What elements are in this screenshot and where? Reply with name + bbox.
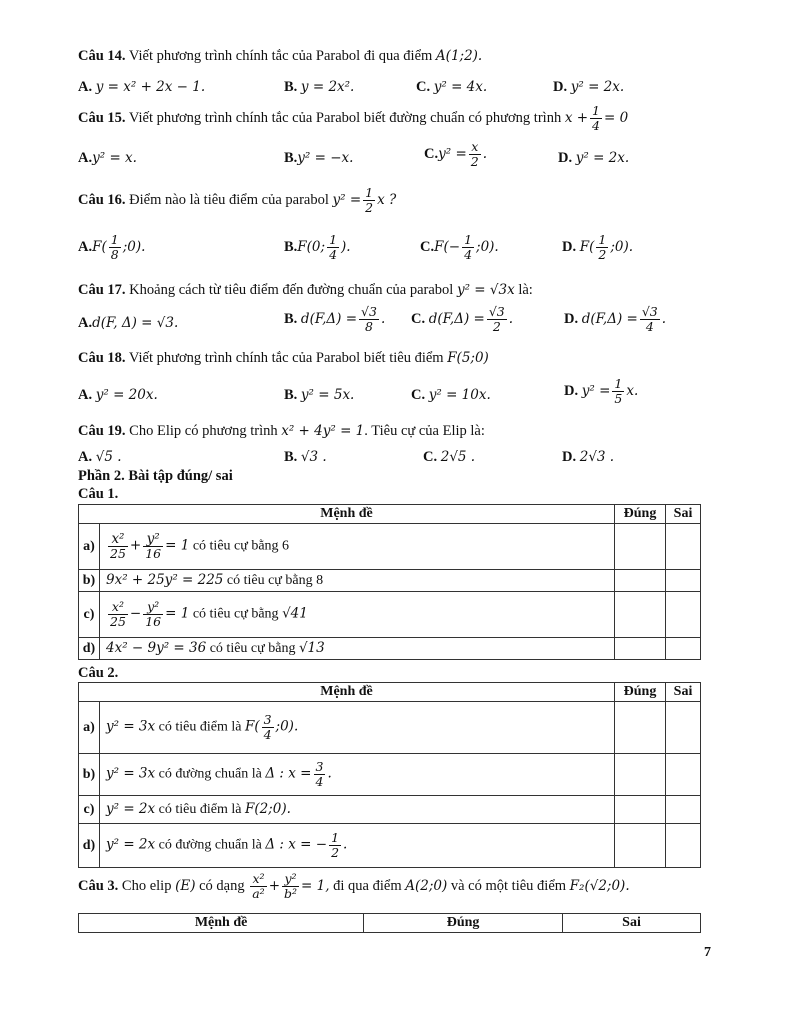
false-cell[interactable] xyxy=(666,796,701,824)
table-row xyxy=(79,754,701,796)
question-text-end: là: xyxy=(518,282,533,298)
option-c[interactable]: C.y² = $\frac{x}{2}$ . xyxy=(424,139,488,169)
header-statement: Mệnh đề xyxy=(79,683,615,702)
question-text: Viết phương trình chính tắc của Parabol biết tiêu điểm xyxy=(128,350,444,366)
question-14 xyxy=(78,48,708,65)
true-cell[interactable] xyxy=(615,796,666,824)
question-math: x + xyxy=(564,109,589,126)
false-cell[interactable] xyxy=(666,570,701,592)
question-16: Câu 16. Điểm nào là tiêu điểm của parabol y² = $\frac{1}{2}$ x ? xyxy=(78,185,397,215)
header-true: Đúng xyxy=(615,683,666,702)
true-cell[interactable] xyxy=(615,824,666,868)
table-row xyxy=(79,796,701,824)
question-number: Câu 3. xyxy=(78,877,119,894)
options-16 xyxy=(78,232,718,262)
option-c[interactable]: C. y² = 4x. xyxy=(416,79,488,95)
options-15 xyxy=(78,139,718,176)
row-label: b) xyxy=(79,754,100,796)
row-label: c) xyxy=(79,592,100,638)
question-text: Viết phương trình chính tắc của Parabol biết đường chuẩn có phương trình xyxy=(128,109,562,126)
option-b[interactable]: B. y² = 5x. xyxy=(284,387,355,403)
question-number: Câu 18. xyxy=(78,350,126,366)
row-label: a) xyxy=(79,524,100,570)
option-d[interactable]: D. y² = 2x. xyxy=(553,79,625,95)
true-cell[interactable] xyxy=(615,570,666,592)
question-text: Điểm nào là tiêu điểm của parabol xyxy=(129,191,329,208)
option-c[interactable]: C.F(− $\frac{1}{4}$ ;0). xyxy=(420,232,499,262)
true-cell[interactable] xyxy=(615,702,666,754)
question-math: F(5;0) xyxy=(447,350,489,366)
options-18 xyxy=(78,376,718,413)
options-17 xyxy=(78,304,718,341)
option-c[interactable]: C. d(F,Δ) = $\frac{√3}{2}$ . xyxy=(411,304,514,334)
question-text: Khoảng cách từ tiêu điểm đến đường chuẩn của parabol xyxy=(129,282,454,298)
tf-table-3 xyxy=(78,913,701,933)
true-cell[interactable] xyxy=(615,638,666,660)
row-label: b) xyxy=(79,570,100,592)
row-statement: y² = 2x có đường chuẩn là Δ : x = − $\frac{1}{2}$ . xyxy=(100,824,615,868)
option-c[interactable]: C. y² = 10x. xyxy=(411,387,491,403)
tf-question-3: Câu 3. Cho elip (E) có dạng $\frac{\text{x²}}{\text{a²}}$ + $\frac{\text{y²}}{\text{b²}}$ = 1, đi qua điểm A(2;0) và có một tiêu điểm F₂(√2;0). xyxy=(78,871,630,901)
question-math: y² = √3x xyxy=(456,282,515,298)
false-cell[interactable] xyxy=(666,824,701,868)
question-number: Câu 17. xyxy=(78,282,126,298)
header-statement: Mệnh đề xyxy=(79,505,615,524)
option-d[interactable]: D. y² = $\frac{1}{5}$ x. xyxy=(564,376,639,406)
option-a[interactable]: A. y² = 20x. xyxy=(78,387,158,403)
header-false: Sai xyxy=(666,505,701,524)
row-statement: 4x² − 9y² = 36 có tiêu cự bằng √13 xyxy=(100,638,615,660)
option-b[interactable]: B.F(0; $\frac{1}{4}$ ). xyxy=(284,232,351,262)
question-text: Viết phương trình chính tắc của Parabol đi qua điểm xyxy=(128,48,433,64)
false-cell[interactable] xyxy=(666,524,701,570)
table-row xyxy=(79,702,701,754)
true-cell[interactable] xyxy=(615,754,666,796)
header-false: Sai xyxy=(666,683,701,702)
question-number: Câu 16. xyxy=(78,191,126,208)
question-number: Câu 19. xyxy=(78,423,126,439)
table-row xyxy=(79,524,701,570)
header-false: Sai xyxy=(563,914,701,933)
option-b[interactable]: B. y = 2x². xyxy=(284,79,355,95)
option-b[interactable]: B.y² = −x. xyxy=(284,150,354,166)
option-a[interactable]: A.y² = x. xyxy=(78,150,137,166)
question-17 xyxy=(78,282,708,299)
tf-question-1-title: Câu 1. xyxy=(78,486,119,502)
question-18 xyxy=(78,350,708,367)
tf-table-2 xyxy=(78,682,701,868)
row-statement: $\frac{\text{x²}}{25}$ + $\frac{\text{y²}}{16}$ = 1 có tiêu cự bằng 6 xyxy=(100,524,615,570)
option-b[interactable]: B. d(F,Δ) = $\frac{√3}{8}$ . xyxy=(284,304,386,334)
header-true: Đúng xyxy=(364,914,563,933)
table-row xyxy=(79,824,701,868)
section-title: Phần 2. Bài tập đúng/ sai xyxy=(78,468,233,484)
option-b[interactable]: B. √3 . xyxy=(284,449,327,465)
question-number: Câu 15. xyxy=(78,109,126,126)
option-d[interactable]: D. d(F,Δ) = $\frac{√3}{4}$ . xyxy=(564,304,667,334)
option-c[interactable]: C. 2√5 . xyxy=(423,449,476,465)
false-cell[interactable] xyxy=(666,638,701,660)
table-row xyxy=(79,592,701,638)
option-a[interactable]: A. y = x² + 2x − 1. xyxy=(78,79,206,95)
true-cell[interactable] xyxy=(615,524,666,570)
option-d[interactable]: D. 2√3 . xyxy=(562,449,615,465)
option-a[interactable]: A.d(F, Δ) = √3. xyxy=(78,315,179,331)
option-d[interactable]: D. y² = 2x. xyxy=(558,150,630,166)
table-row xyxy=(79,570,701,592)
question-text: Cho elip xyxy=(121,877,172,894)
question-number: Câu 14. xyxy=(78,48,126,64)
question-text-end: . Tiêu cự của Elip là: xyxy=(364,423,485,439)
options-14 xyxy=(78,79,718,105)
tf-table-1 xyxy=(78,504,701,660)
false-cell[interactable] xyxy=(666,592,701,638)
row-label: d) xyxy=(79,824,100,868)
row-label: d) xyxy=(79,638,100,660)
tf-question-2-title: Câu 2. xyxy=(78,665,119,681)
header-true: Đúng xyxy=(615,505,666,524)
option-a[interactable]: A.F( $\frac{1}{8}$ ;0). xyxy=(78,232,146,262)
row-label: c) xyxy=(79,796,100,824)
row-statement: $\frac{\text{x²}}{25}$ − $\frac{\text{y²}}{16}$ = 1 có tiêu cự bằng √41 xyxy=(100,592,615,638)
question-math: y² = xyxy=(332,191,362,208)
row-statement: y² = 2x có tiêu điểm là F(2;0). xyxy=(100,796,615,824)
row-statement: 9x² + 25y² = 225 có tiêu cự bằng 8 xyxy=(100,570,615,592)
row-statement: y² = 3x có tiêu điểm là F( $\frac{3}{4}$ ;0). xyxy=(100,702,615,754)
true-cell[interactable] xyxy=(615,592,666,638)
table-row xyxy=(79,638,701,660)
header-statement: Mệnh đề xyxy=(79,914,364,933)
page-number: 7 xyxy=(704,945,711,960)
option-d[interactable]: D. F( $\frac{1}{2}$ ;0). xyxy=(562,232,634,262)
question-text: Cho Elip có phương trình xyxy=(129,423,278,439)
false-cell[interactable] xyxy=(666,754,701,796)
question-math: x² + 4y² = 1 xyxy=(281,423,365,439)
fraction: $\frac{1}{4}$ xyxy=(592,103,600,133)
false-cell[interactable] xyxy=(666,702,701,754)
question-math: A(1;2). xyxy=(435,48,483,64)
question-15: Câu 15. Viết phương trình chính tắc của Parabol biết đường chuẩn có phương trình x + $\frac{1}{4}$ = 0 xyxy=(78,103,629,133)
row-statement: y² = 3x có đường chuẩn là Δ : x = $\frac{3}{4}$ . xyxy=(100,754,615,796)
question-19 xyxy=(78,423,708,440)
option-a[interactable]: A. √5 . xyxy=(78,449,122,465)
row-label: a) xyxy=(79,702,100,754)
